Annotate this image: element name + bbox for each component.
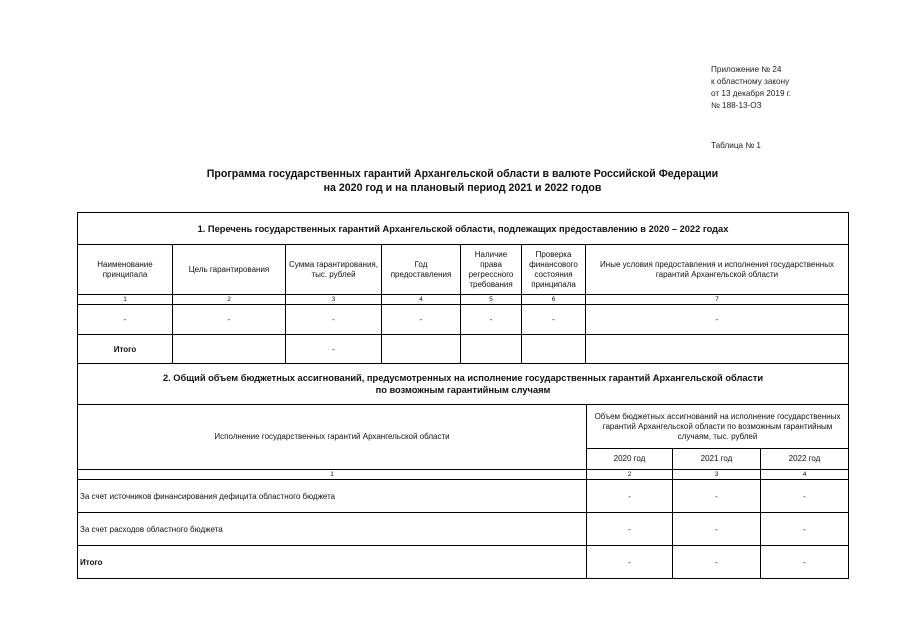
column-number: 4	[382, 295, 461, 305]
table-cell: -	[673, 546, 761, 579]
table-cell	[586, 335, 849, 364]
table-cell: -	[761, 513, 849, 546]
table-cell: -	[461, 305, 522, 335]
appendix-note	[711, 64, 791, 112]
table-cell: -	[587, 513, 673, 546]
year-header: 2020 год	[587, 449, 673, 470]
table-cell: -	[761, 480, 849, 513]
guarantees-table	[77, 212, 849, 405]
column-header: Проверка финансового состояния принципала	[522, 245, 586, 295]
table-cell	[382, 335, 461, 364]
table-row	[78, 305, 849, 335]
column-header: Иные условия предоставления и исполнения государственных гарантий Архангельской области	[586, 245, 849, 295]
column-header: Наличие права регрессного требования	[461, 245, 522, 295]
table-cell: -	[522, 305, 586, 335]
table-cell: -	[673, 480, 761, 513]
table-cell: -	[78, 305, 173, 335]
appendix-line: Приложение № 24	[711, 65, 782, 74]
table-cell: -	[382, 305, 461, 335]
table-cell	[522, 335, 586, 364]
section2-title	[78, 364, 849, 405]
row-label: За счет источников финансирования дефицита областного бюджета	[78, 480, 587, 513]
appendix-line: № 188-13-ОЗ	[711, 101, 762, 110]
column-header: Наименование принципала	[78, 245, 173, 295]
total-label: Итого	[78, 546, 587, 579]
appendix-line: к областному закону	[711, 77, 790, 86]
title-line-2: на 2020 год и на плановый период 2021 и 2022 годов	[323, 182, 602, 194]
total-label: Итого	[78, 335, 173, 364]
table-cell: -	[173, 305, 286, 335]
column-number: 1	[78, 470, 587, 480]
row-label: За счет расходов областного бюджета	[78, 513, 587, 546]
appendix-line: от 13 декабря 2019 г.	[711, 89, 792, 98]
year-header: 2021 год	[673, 449, 761, 470]
total-row	[78, 335, 849, 364]
appropriations-table	[77, 404, 849, 579]
table-cell	[173, 335, 286, 364]
column-number: 6	[522, 295, 586, 305]
table-label: Таблица № 1	[711, 141, 761, 150]
column-number: 5	[461, 295, 522, 305]
table-cell: -	[587, 546, 673, 579]
column-header: Исполнение государственных гарантий Архангельской области	[78, 405, 587, 470]
column-number: 4	[761, 470, 849, 480]
group-header: Объем бюджетных ассигнований на исполнение государственных гарантий Архангельской области по возможным гарантийным случаям, тыс. рублей	[587, 405, 849, 449]
year-header: 2022 год	[761, 449, 849, 470]
table-cell: -	[587, 480, 673, 513]
column-number: 2	[173, 295, 286, 305]
column-number: 3	[286, 295, 382, 305]
table-cell: -	[673, 513, 761, 546]
section1-title: 1. Перечень государственных гарантий Архангельской области, подлежащих предоставлению в 2020 – 2022 годах	[78, 213, 849, 245]
total-sum: -	[286, 335, 382, 364]
column-number: 2	[587, 470, 673, 480]
table-cell: -	[761, 546, 849, 579]
column-header: Год предоставления	[382, 245, 461, 295]
table-cell: -	[286, 305, 382, 335]
table-row	[78, 480, 849, 513]
section2-title-line-2: по возможным гарантийным случаям	[375, 385, 551, 395]
table-cell: -	[586, 305, 849, 335]
table-cell	[461, 335, 522, 364]
table-row	[78, 513, 849, 546]
column-header: Цель гарантирования	[173, 245, 286, 295]
column-header: Сумма гарантирования, тыс. рублей	[286, 245, 382, 295]
page-title	[100, 167, 825, 195]
total-row	[78, 546, 849, 579]
column-number: 7	[586, 295, 849, 305]
title-line-1: Программа государственных гарантий Архангельской области в валюте Российской Федерации	[206, 168, 719, 180]
column-number: 1	[78, 295, 173, 305]
section2-title-line-1: 2. Общий объем бюджетных ассигнований, предусмотренных на исполнение государственных гарантий Архангельской области	[162, 373, 764, 383]
column-number: 3	[673, 470, 761, 480]
